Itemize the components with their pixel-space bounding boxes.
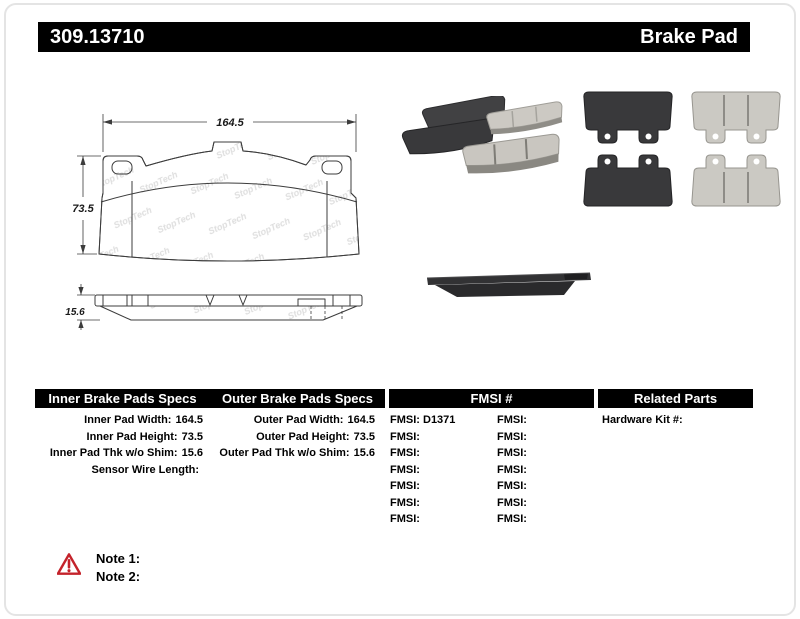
header-bar <box>38 22 750 52</box>
spec-row: Inner Pad Height: 73.5 <box>86 430 203 443</box>
fmsi-column-1 <box>390 412 494 528</box>
note-1-label: Note 1: <box>96 551 141 566</box>
thickness-dimension <box>55 284 100 330</box>
shim-clip <box>298 299 325 306</box>
inner-specs-title: Inner Brake Pads Specs <box>48 391 197 406</box>
spec-row: Outer Pad Thk w/o Shim: 15.6 <box>219 447 375 459</box>
note-2-label: Note 2: <box>96 569 141 584</box>
fmsi-header-bar <box>389 389 594 408</box>
spec-tables <box>35 389 753 532</box>
height-dimension <box>72 156 101 254</box>
outer-specs-column <box>207 412 375 462</box>
fmsi-cell: FMSI: <box>390 447 420 459</box>
spec-row: Hardware Kit #: <box>602 414 683 426</box>
fmsi-cell: FMSI: <box>390 463 420 476</box>
front-width-dim: 164.5 <box>216 117 244 129</box>
fmsi-cell: FMSI: D1371 <box>390 414 456 426</box>
product-photo-angled <box>398 96 588 208</box>
fmsi-cell: FMSI: <box>390 496 420 509</box>
fmsi-column-2 <box>497 412 601 528</box>
table-headers <box>35 389 753 408</box>
backing-plate-bottom <box>584 155 672 206</box>
table-body <box>35 412 753 532</box>
product-type-title: Brake Pad <box>640 25 738 48</box>
notes-block <box>96 550 140 586</box>
fmsi-cell: FMSI: <box>497 513 527 525</box>
fmsi-cell: FMSI: <box>390 513 420 525</box>
warning-triangle-icon <box>57 551 81 578</box>
product-photo-side-profile <box>425 266 595 310</box>
related-parts-title: Related Parts <box>633 391 718 406</box>
side-view <box>95 295 362 320</box>
fmsi-cell: FMSI: <box>497 414 527 426</box>
fmsi-cell: FMSI: <box>390 430 420 443</box>
front-height-dim: 73.5 <box>72 203 94 215</box>
product-photo-flat <box>574 88 790 210</box>
fmsi-cell: FMSI: <box>497 447 527 459</box>
related-parts-column <box>602 412 752 429</box>
related-parts-header-bar <box>598 389 753 408</box>
fmsi-cell: FMSI: <box>497 496 527 509</box>
spec-row: Outer Pad Height: 73.5 <box>256 430 375 443</box>
fmsi-title: FMSI # <box>470 391 513 406</box>
outer-specs-title: Outer Brake Pads Specs <box>221 391 374 406</box>
spec-row: Inner Pad Width: 164.5 <box>84 414 203 426</box>
fmsi-cell: FMSI: <box>497 463 527 476</box>
spec-row: Inner Pad Thk w/o Shim: 15.6 <box>49 447 203 459</box>
fmsi-cell: FMSI: <box>497 480 527 492</box>
side-thickness-dim: 15.6 <box>65 307 85 318</box>
pads-specs-header-bar <box>35 389 385 408</box>
fmsi-cell: FMSI: <box>390 480 420 492</box>
part-number: 309.13710 <box>50 25 145 48</box>
spec-row: Sensor Wire Length: <box>91 463 199 476</box>
fmsi-cell: FMSI: <box>497 430 527 443</box>
technical-drawing <box>55 98 405 330</box>
inner-specs-column <box>35 412 203 478</box>
ceramic-pad-bottom <box>692 155 780 206</box>
spec-row: Outer Pad Width: 164.5 <box>253 414 375 426</box>
backing-plate-top <box>584 92 672 143</box>
front-view <box>99 142 359 261</box>
ceramic-pad-top <box>692 92 780 143</box>
